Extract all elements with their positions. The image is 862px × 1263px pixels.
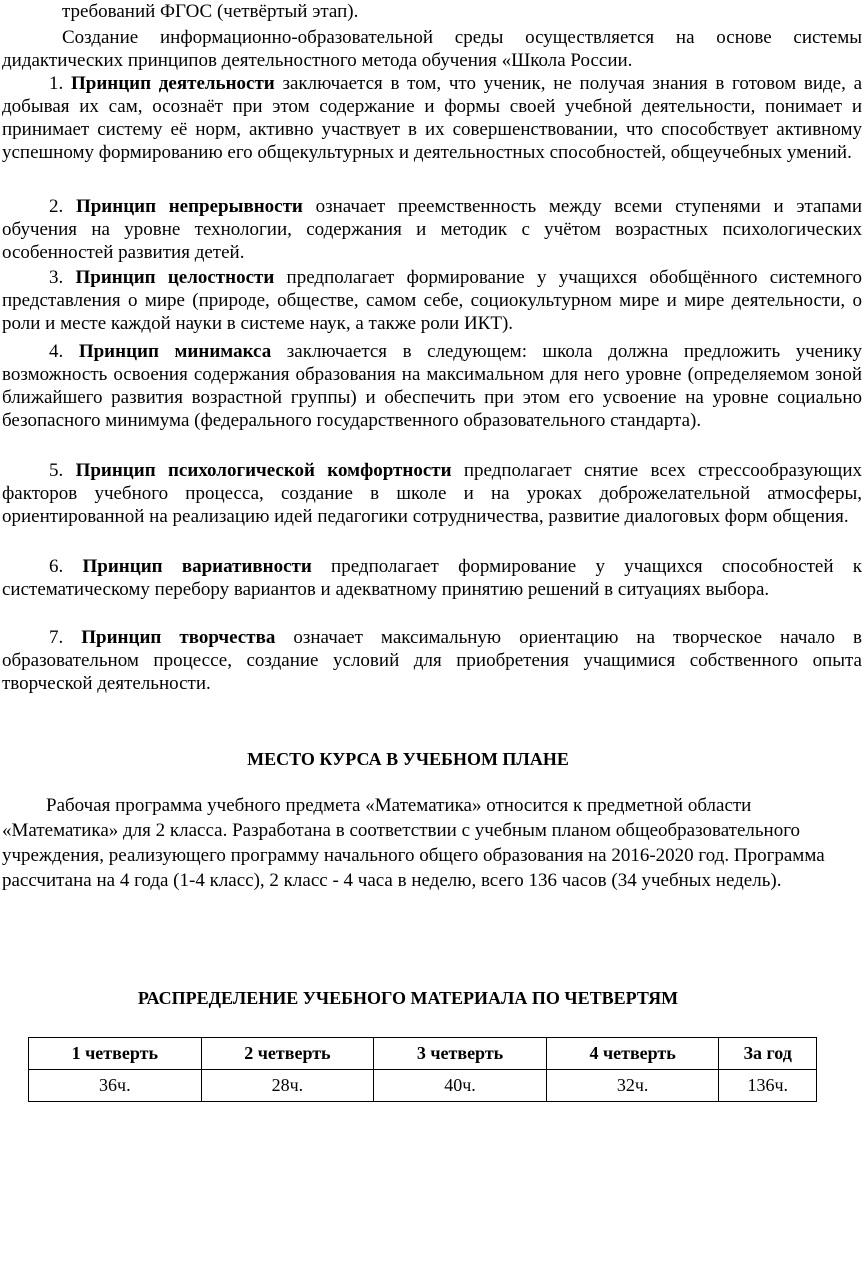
table-cell: 136ч. (719, 1070, 817, 1102)
distribution-table (28, 1037, 817, 1102)
table-row (29, 1070, 817, 1102)
principle-5: 5. Принцип психологической комфортности предполагает снятие всех стрессообразующих факторов учебного процесса, создание в школе и на уроках доброжелательной атмосферы, ориентированной на реализацию идей педагогики сотрудничества, развитие диалоговых форм общения. (2, 460, 862, 527)
course-place-heading: МЕСТО КУРСА В УЧЕБНОМ ПЛАНЕ (247, 749, 569, 769)
distribution-heading: РАСПРЕДЕЛЕНИЕ УЧЕБНОГО МАТЕРИАЛА ПО ЧЕТВЕРТЯМ (137, 988, 679, 1008)
principle-2: 2. Принцип непрерывности означает преемственность между всеми ступенями и этапами обучения на уровне технологии, содержания и методик с учётом возрастных психологических особенностей развития детей. (2, 196, 862, 263)
principle-6: 6. Принцип вариативности предполагает формирование у учащихся способностей к систематическому перебору вариантов и адекватному принятию решений в ситуациях выбора. (2, 556, 862, 600)
principle-4: 4. Принцип минимакса заключается в следующем: школа должна предложить ученику возможность освоения содержания образования на максимальном для него уровне (определяемом зоной ближайшего развития возрастной группы) и обеспечить при этом его усвоение на уровне социально безопасного минимума (федерального государственного образовательного стандарта). (2, 341, 862, 431)
table-cell: 32ч. (546, 1070, 719, 1102)
table-cell: 40ч. (374, 1070, 547, 1102)
creation-paragraph: Создание информационно-образовательной среды осуществляется на основе системы дидактических принципов деятельностного метода обучения «Школа России. (2, 27, 862, 71)
course-place-paragraph: Рабочая программа учебного предмета «Математика» относится к предметной области «Математика» для 2 класса. Разработана в соответствии с учебным планом общеобразовательного учреждения, реализующего программу начального общего образования на 2016-2020 год. Программа рассчитана на 4 года (1-4 класс), 2 класс - 4 часа в неделю, всего 136 часов (34 учебных недель). (2, 795, 825, 891)
table-header-cell: 3 четверть (374, 1038, 547, 1070)
table-header-cell: 2 четверть (201, 1038, 374, 1070)
intro-tail-paragraph: требований ФГОС (четвёртый этап). (62, 1, 359, 22)
principle-1: 1. Принцип деятельности заключается в том, что ученик, не получая знания в готовом виде, а добывая их сам, осознаёт при этом содержание и формы своей учебной деятельности, понимает и принимает систему её норм, активно участвует в их совершенствовании, что способствует активному успешному формированию его общекультурных и деятельностных способностей, общеучебных умений. (2, 73, 862, 163)
table-header-cell: 1 четверть (29, 1038, 202, 1070)
table-cell: 28ч. (201, 1070, 374, 1102)
principle-3: 3. Принцип целостности предполагает формирование у учащихся обобщённого системного представления о мире (природе, обществе, самом себе, социокультурном мире и мире деятельности, о роли и месте каждой науки в системе наук, а также роли ИКТ). (2, 267, 862, 334)
principle-7: 7. Принцип творчества означает максимальную ориентацию на творческое начало в образовательном процессе, создание условий для приобретения учащимися собственного опыта творческой деятельности. (2, 627, 862, 694)
table-cell: 36ч. (29, 1070, 202, 1102)
table-header-row (29, 1038, 817, 1070)
table-header-cell: За год (719, 1038, 817, 1070)
table-header-cell: 4 четверть (546, 1038, 719, 1070)
